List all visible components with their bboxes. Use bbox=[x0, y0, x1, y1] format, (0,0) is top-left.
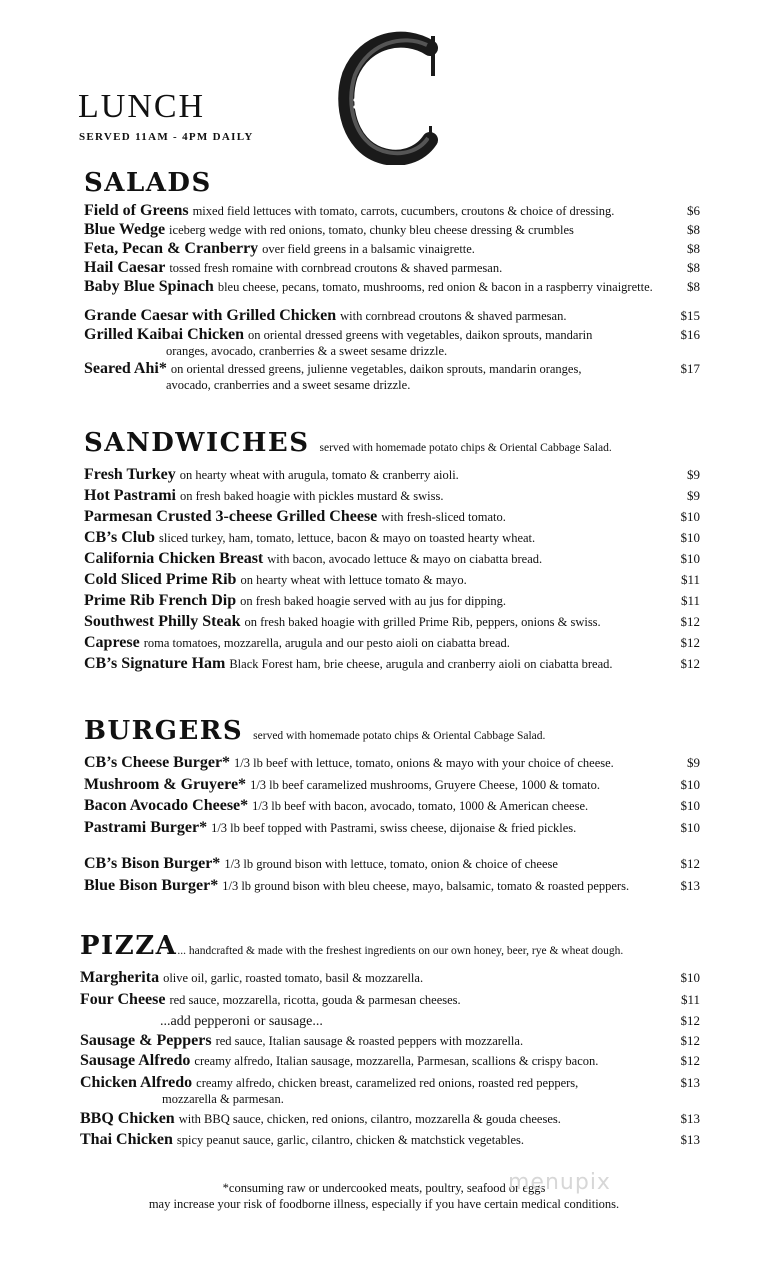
menu-item-text bbox=[84, 855, 558, 873]
warning-line-1: *consuming raw or undercooked meats, poultry, seafood or eggs bbox=[222, 1181, 546, 1195]
menu-item-text bbox=[80, 1131, 524, 1149]
menu-item-text bbox=[84, 466, 459, 484]
menu-item-price: $12 bbox=[680, 656, 700, 671]
menu-item bbox=[84, 278, 700, 296]
menu-item-name: Hail Caesar bbox=[84, 259, 166, 276]
menu-item bbox=[80, 1110, 700, 1128]
menu-item-row bbox=[84, 877, 700, 895]
menu-item bbox=[84, 754, 700, 772]
menu-item-name: Southwest Philly Steak bbox=[84, 613, 241, 630]
section-title: SALADS bbox=[84, 168, 212, 198]
menu-item bbox=[84, 466, 700, 484]
menu-item-row bbox=[84, 508, 700, 526]
menu-item-description: with bacon, avocado lettuce & mayo on ciabatta bread. bbox=[267, 552, 543, 566]
menu-item-description: on hearty wheat with lettuce tomato & mayo. bbox=[240, 573, 467, 587]
menu-item-text bbox=[84, 592, 506, 610]
menu-item-name: Grilled Kaibai Chicken bbox=[84, 326, 245, 343]
menu-item-price: $8 bbox=[687, 241, 700, 256]
menu-item-text bbox=[84, 754, 614, 772]
menu-item-description: ...add pepperoni or sausage... bbox=[160, 1014, 323, 1029]
menu-item-name: Fresh Turkey bbox=[84, 466, 176, 483]
menu-item-row bbox=[80, 1032, 700, 1050]
menu-item bbox=[84, 797, 700, 815]
menu-item-description-continued: avocado, cranberries and a sweet sesame drizzle. bbox=[166, 378, 411, 392]
menu-item-price: $13 bbox=[680, 1111, 700, 1126]
menu-item-price: $8 bbox=[687, 222, 700, 237]
menu-item-name: Sausage Alfredo bbox=[80, 1052, 191, 1069]
menu-item-text bbox=[84, 776, 600, 794]
menu-item-price: $17 bbox=[680, 361, 700, 376]
menu-item-text bbox=[84, 278, 653, 296]
menu-item-text bbox=[84, 819, 576, 837]
menu-item-price: $13 bbox=[680, 1075, 700, 1090]
menu-item-description: 1/3 lb ground bison with bleu cheese, mayo, balsamic, tomato & roasted peppers. bbox=[222, 879, 630, 893]
menu-item-text bbox=[84, 613, 601, 631]
menu-item-description: creamy alfredo, Italian sausage, mozzarella, Parmesan, scallions & crispy bacon. bbox=[194, 1054, 599, 1068]
menu-item-text bbox=[80, 969, 423, 987]
menu-item bbox=[80, 1131, 700, 1149]
menu-item-price: $12 bbox=[680, 1033, 700, 1048]
menu-item-row bbox=[84, 550, 700, 568]
menu-item-text bbox=[84, 307, 566, 325]
menu-item-row bbox=[84, 592, 700, 610]
menu-item bbox=[84, 634, 700, 652]
menu-item-name: Margherita bbox=[80, 969, 160, 986]
menu-item-description-continued: oranges, avocado, cranberries & a sweet sesame drizzle. bbox=[166, 344, 448, 358]
menu-item-price: $10 bbox=[680, 820, 700, 835]
menu-item-row bbox=[84, 634, 700, 652]
menu-item-row bbox=[84, 240, 700, 258]
menu-item-description: 1/3 lb ground bison with lettuce, tomato, onion & choice of cheese bbox=[224, 857, 558, 871]
menu-item-row bbox=[84, 221, 700, 239]
brush-c-logo-icon bbox=[335, 30, 445, 165]
menu-item-price: $8 bbox=[687, 279, 700, 294]
menu-item-price: $12 bbox=[680, 1013, 700, 1028]
menu-item-text bbox=[84, 240, 475, 258]
menu-item-text bbox=[84, 797, 588, 815]
menu-item-name: CB’s Signature Ham bbox=[84, 655, 226, 672]
menu-item-name: Blue Bison Burger* bbox=[84, 877, 219, 894]
section-note: ... handcrafted & made with the freshest ingredients on our own honey, beer, rye & wheat dough. bbox=[177, 945, 624, 957]
menu-item bbox=[84, 221, 700, 239]
menu-item bbox=[84, 571, 700, 589]
menu-item bbox=[84, 529, 700, 547]
section-header-pizza bbox=[80, 931, 623, 961]
menu-item-text bbox=[84, 487, 443, 505]
menu-item-name: Pastrami Burger* bbox=[84, 819, 208, 836]
menu-item bbox=[84, 202, 700, 220]
menu-item-text bbox=[80, 1110, 561, 1128]
menu-item-description: on oriental dressed greens with vegetables, daikon sprouts, mandarin bbox=[248, 328, 593, 342]
menu-item-description: 1/3 lb beef caramelized mushrooms, Gruyere Cheese, 1000 & tomato. bbox=[250, 778, 600, 792]
menu-item-row bbox=[84, 466, 700, 484]
menu-item-text bbox=[84, 655, 613, 673]
section-header-sandwiches bbox=[84, 428, 612, 458]
menu-item-name: Thai Chicken bbox=[80, 1131, 173, 1148]
menu-item-name: BBQ Chicken bbox=[80, 1110, 175, 1127]
menu-item-row bbox=[84, 655, 700, 673]
menu-item-row bbox=[80, 1131, 700, 1149]
menu-item-name: Blue Wedge bbox=[84, 221, 166, 238]
menu-item-text bbox=[80, 1074, 578, 1092]
menu-item-price: $9 bbox=[687, 467, 700, 482]
menu-item-text bbox=[84, 259, 502, 277]
menu-item-name: Caprese bbox=[84, 634, 140, 651]
menu-item-row bbox=[84, 571, 700, 589]
menu-item-description: 1/3 lb beef with lettuce, tomato, onions & mayo with your choice of cheese. bbox=[234, 756, 614, 770]
menu-item-description: olive oil, garlic, roasted tomato, basil & mozzarella. bbox=[163, 971, 424, 985]
serving-hours: SERVED 11AM - 4PM DAILY bbox=[79, 131, 254, 143]
menu-item bbox=[84, 613, 700, 631]
section-note: served with homemade potato chips & Oriental Cabbage Salad. bbox=[253, 730, 546, 742]
menu-item-name: Feta, Pecan & Cranberry bbox=[84, 240, 259, 257]
menu-item-name: Parmesan Crusted 3-cheese Grilled Cheese bbox=[84, 508, 378, 525]
menu-item bbox=[84, 487, 700, 505]
menu-item-name: Four Cheese bbox=[80, 991, 166, 1008]
menu-item bbox=[80, 1012, 700, 1030]
menu-item-name: Mushroom & Gruyere* bbox=[84, 776, 247, 793]
warning-line-2: may increase your risk of foodborne illness, especially if you have certain medical conditions. bbox=[148, 1197, 620, 1211]
menu-item bbox=[84, 776, 700, 794]
menu-item bbox=[84, 508, 700, 526]
menu-item-row bbox=[84, 360, 700, 378]
menu-item-text bbox=[84, 550, 542, 568]
menu-item-description: 1/3 lb beef topped with Pastrami, swiss cheese, dijonaise & fried pickles. bbox=[211, 821, 577, 835]
menu-item-row bbox=[84, 278, 700, 296]
menu-item-text bbox=[84, 508, 506, 526]
menu-item bbox=[84, 307, 700, 325]
menu-item-row bbox=[84, 855, 700, 873]
menu-item-description: on hearty wheat with arugula, tomato & cranberry aioli. bbox=[179, 468, 459, 482]
menu-item bbox=[84, 326, 700, 358]
menu-item bbox=[84, 259, 700, 277]
menu-item-row bbox=[80, 1110, 700, 1128]
menu-item-price: $10 bbox=[680, 509, 700, 524]
menu-item-description: mixed field lettuces with tomato, carrots, cucumbers, croutons & choice of dressing. bbox=[192, 204, 615, 218]
menu-item-description: 1/3 lb beef with bacon, avocado, tomato, 1000 & American cheese. bbox=[252, 799, 589, 813]
menu-item-price: $15 bbox=[680, 308, 700, 323]
menu-item-row bbox=[84, 776, 700, 794]
menu-item-row bbox=[84, 307, 700, 325]
section-header-burgers bbox=[84, 716, 545, 746]
menu-item-name: Grande Caesar with Grilled Chicken bbox=[84, 307, 337, 324]
section-header-salads bbox=[84, 168, 212, 198]
menu-item-row bbox=[84, 202, 700, 220]
menu-item-name: CB’s Bison Burger* bbox=[84, 855, 221, 872]
menu-item-price: $10 bbox=[680, 970, 700, 985]
menu-item bbox=[80, 1074, 700, 1106]
menu-item-name: California Chicken Breast bbox=[84, 550, 264, 567]
menu-item bbox=[80, 1032, 700, 1050]
menu-item-row bbox=[80, 1012, 700, 1030]
menu-item-name: Field of Greens bbox=[84, 202, 189, 219]
menu-item-price: $10 bbox=[680, 777, 700, 792]
menu-item-description: red sauce, mozzarella, ricotta, gouda & parmesan cheeses. bbox=[169, 993, 461, 1007]
menu-item-row bbox=[84, 326, 700, 344]
menu-item-description: roma tomatoes, mozzarella, arugula and our pesto aioli on ciabatta bread. bbox=[143, 636, 510, 650]
menu-item-price: $16 bbox=[680, 327, 700, 342]
menu-item-name: CB’s Cheese Burger* bbox=[84, 754, 231, 771]
section-title: PIZZA bbox=[80, 931, 178, 961]
menu-item-text bbox=[84, 877, 629, 895]
menu-item-description: with fresh-sliced tomato. bbox=[381, 510, 506, 524]
menu-item-description-continued: mozzarella & parmesan. bbox=[162, 1092, 284, 1106]
menu-item-text bbox=[84, 634, 510, 652]
menu-item bbox=[84, 877, 700, 895]
section-note: served with homemade potato chips & Oriental Cabbage Salad. bbox=[319, 442, 612, 454]
menu-item bbox=[80, 991, 700, 1009]
menu-item-name: Cold Sliced Prime Rib bbox=[84, 571, 237, 588]
menu-item bbox=[84, 240, 700, 258]
menu-item-description: bleu cheese, pecans, tomato, mushrooms, red onion & bacon in a raspberry vinaigrette. bbox=[217, 280, 653, 294]
menu-item-row bbox=[84, 259, 700, 277]
menu-item-row bbox=[84, 529, 700, 547]
menu-item-price: $11 bbox=[680, 992, 700, 1007]
page-title: LUNCH bbox=[78, 88, 206, 125]
menu-item-row bbox=[80, 1052, 700, 1070]
menu-item-name: Chicken Alfredo bbox=[80, 1074, 193, 1091]
menu-item-text bbox=[80, 991, 461, 1009]
menu-item-description: on fresh baked hoagie with grilled Prime Rib, peppers, onions & swiss. bbox=[244, 615, 601, 629]
menu-item-price: $9 bbox=[687, 488, 700, 503]
section-title: SANDWICHES bbox=[84, 428, 310, 458]
menu-item-price: $10 bbox=[680, 551, 700, 566]
menu-item bbox=[80, 1052, 700, 1070]
menu-item-description: on oriental dressed greens, julienne vegetables, daikon sprouts, mandarin oranges, bbox=[170, 362, 582, 376]
menu-item-description: sliced turkey, ham, tomato, lettuce, bacon & mayo on toasted hearty wheat. bbox=[158, 531, 536, 545]
menu-item-name: CB’s Club bbox=[84, 529, 155, 546]
menu-item-name: Hot Pastrami bbox=[84, 487, 176, 504]
raw-food-warning bbox=[0, 1180, 768, 1212]
menu-item-row bbox=[80, 991, 700, 1009]
menu-item-name: Baby Blue Spinach bbox=[84, 278, 214, 295]
menu-item-text bbox=[84, 529, 535, 547]
menu-item-name: Seared Ahi* bbox=[84, 360, 167, 377]
menu-item-description: spicy peanut sauce, garlic, cilantro, chicken & matchstick vegetables. bbox=[176, 1133, 525, 1147]
menu-item-description: tossed fresh romaine with cornbread croutons & shaved parmesan. bbox=[169, 261, 503, 275]
menu-item bbox=[80, 969, 700, 987]
menu-item-price: $12 bbox=[680, 856, 700, 871]
menu-item-row bbox=[84, 487, 700, 505]
menu-item-row bbox=[84, 797, 700, 815]
menu-item-row bbox=[84, 754, 700, 772]
menu-item-description: on fresh baked hoagie served with au jus for dipping. bbox=[240, 594, 507, 608]
menu-item-price: $9 bbox=[687, 755, 700, 770]
menu-item-text bbox=[84, 360, 581, 378]
menu-item bbox=[84, 819, 700, 837]
menu-item-description: with BBQ sauce, chicken, red onions, cilantro, mozzarella & gouda cheeses. bbox=[178, 1112, 561, 1126]
menu-item-price: $12 bbox=[680, 635, 700, 650]
menu-item-price: $10 bbox=[680, 798, 700, 813]
menu-item-row bbox=[84, 819, 700, 837]
menu-item-text bbox=[84, 571, 467, 589]
menu-item-price: $13 bbox=[680, 878, 700, 893]
menu-item-price: $11 bbox=[680, 593, 700, 608]
menu-item bbox=[84, 855, 700, 873]
menu-item-description: Black Forest ham, brie cheese, arugula and cranberry aioli on ciabatta bread. bbox=[229, 657, 613, 671]
menu-item-price: $12 bbox=[680, 614, 700, 629]
menu-item-description: over field greens in a balsamic vinaigrette. bbox=[262, 242, 475, 256]
menu-item bbox=[84, 655, 700, 673]
menu-item-row bbox=[80, 1074, 700, 1092]
section-title: BURGERS bbox=[84, 716, 244, 746]
menu-item-text bbox=[84, 221, 574, 239]
watermark: menupix bbox=[508, 1170, 611, 1195]
menu-item-text bbox=[84, 326, 592, 344]
menu-item-name: Bacon Avocado Cheese* bbox=[84, 797, 249, 814]
menu-item-text bbox=[80, 1032, 523, 1050]
menu-item-price: $6 bbox=[687, 203, 700, 218]
menu-item-price: $10 bbox=[680, 530, 700, 545]
menu-item-description: iceberg wedge with red onions, tomato, chunky bleu cheese dressing & crumbles bbox=[169, 223, 574, 237]
menu-item-name: Prime Rib French Dip bbox=[84, 592, 237, 609]
menu-item-description: on fresh baked hoagie with pickles mustard & swiss. bbox=[179, 489, 444, 503]
menu-item-text bbox=[80, 1012, 323, 1030]
menu-item-text bbox=[80, 1052, 598, 1070]
menu-item bbox=[84, 592, 700, 610]
menu-item-price: $8 bbox=[687, 260, 700, 275]
menu-item-row bbox=[84, 613, 700, 631]
menu-item bbox=[84, 550, 700, 568]
menu-item-price: $13 bbox=[680, 1132, 700, 1147]
menu-item-description: with cornbread croutons & shaved parmesan. bbox=[340, 309, 567, 323]
menu-item-name: Sausage & Peppers bbox=[80, 1032, 212, 1049]
menu-item-price: $12 bbox=[680, 1053, 700, 1068]
menu-item bbox=[84, 360, 700, 392]
menu-item-row bbox=[80, 969, 700, 987]
menu-item-price: $11 bbox=[680, 572, 700, 587]
menu-item-description: red sauce, Italian sausage & roasted peppers with mozzarella. bbox=[215, 1034, 524, 1048]
menu-item-description: creamy alfredo, chicken breast, caramelized red onions, roasted red peppers, bbox=[196, 1076, 579, 1090]
menu-item-text bbox=[84, 202, 614, 220]
